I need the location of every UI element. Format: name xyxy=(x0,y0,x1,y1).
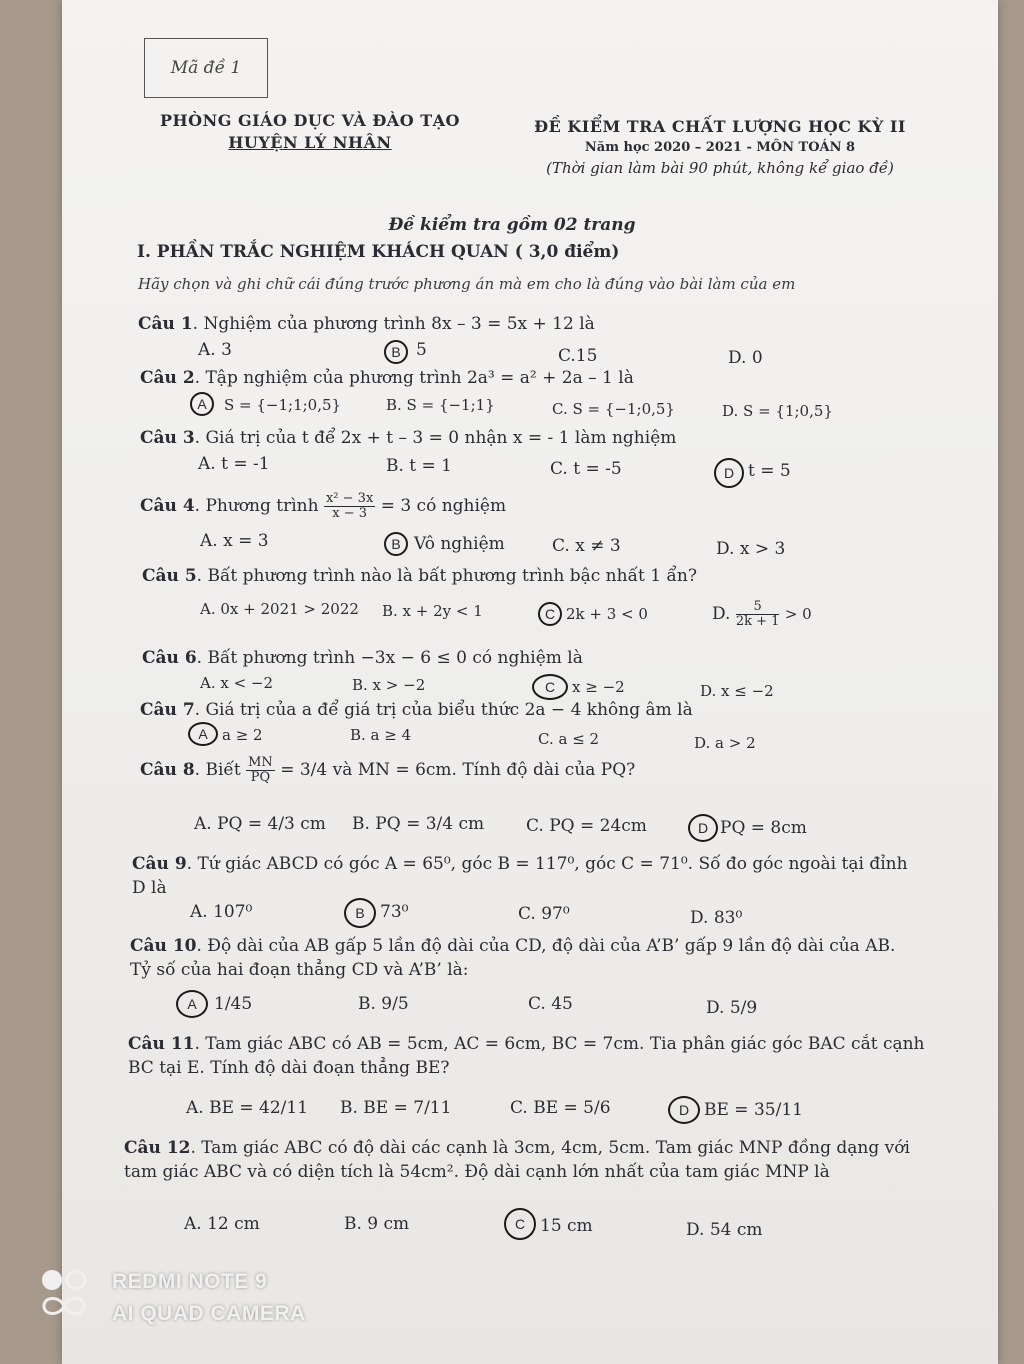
q11-option-d: BE = 35/11 xyxy=(704,1100,803,1120)
dept-name: PHÒNG GIÁO DỤC VÀ ĐÀO TẠO xyxy=(160,111,460,130)
question-12: Câu 12. Tam giác ABC có độ dài các cạnh là 3cm, 4cm, 5cm. Tam giác MNP đồng dạng với tam giác ABC và có diện tích là 54cm². Độ dài cạnh lớn nhất của tam giác MNP là xyxy=(124,1138,910,1182)
q4-option-c: C. x ≠ 3 xyxy=(552,536,621,556)
question-6: Câu 6. Bất phương trình −3x − 6 ≤ 0 có nghiệm là xyxy=(142,648,583,668)
q12-option-a: A. 12 cm xyxy=(184,1214,260,1234)
q1-answer-circle: B xyxy=(384,340,408,364)
camera-watermark xyxy=(112,1266,306,1330)
q6-answer-circle: C xyxy=(532,674,568,700)
q2-answer-circle: A xyxy=(190,392,214,416)
q7-option-b: B. a ≥ 4 xyxy=(350,726,412,744)
q2-option-c: C. S = {−1;0,5} xyxy=(552,400,675,418)
header-right xyxy=(505,116,935,179)
q12-option-c: 15 cm xyxy=(540,1216,593,1236)
q3-option-d: t = 5 xyxy=(748,461,791,481)
q8-option-b: B. PQ = 3/4 cm xyxy=(352,814,485,834)
q1-option-d: D. 0 xyxy=(728,348,763,368)
q2-option-d: D. S = {1;0,5} xyxy=(722,402,833,420)
q6-option-b: B. x > −2 xyxy=(352,676,426,694)
q10-option-d: D. 5/9 xyxy=(706,998,758,1018)
question-5: Câu 5. Bất phương trình nào là bất phương trình bậc nhất 1 ẩn? xyxy=(142,566,697,586)
exam-time: (Thời gian làm bài 90 phút, không kể giao đề) xyxy=(546,159,894,177)
q10-option-a: 1/45 xyxy=(214,994,253,1014)
instruction: Hãy chọn và ghi chữ cái đúng trước phương án mà em cho là đúng vào bài làm của em xyxy=(138,275,796,293)
q11-option-a: A. BE = 42/11 xyxy=(186,1098,309,1118)
q5-option-b: B. x + 2y < 1 xyxy=(382,602,483,620)
question-9: Câu 9. Tứ giác ABCD có góc A = 65⁰, góc B = 117⁰, góc C = 71⁰. Số đo góc ngoài tại đỉnh D là xyxy=(132,854,908,898)
question-10: Câu 10. Độ dài của AB gấp 5 lần độ dài của CD, độ dài của A’B’ gấp 9 lần độ dài của AB. Tỷ số của hai đoạn thẳng CD và A’B’ là: xyxy=(130,936,896,980)
q11-option-b: B. BE = 7/11 xyxy=(340,1098,452,1118)
q4-option-b: Vô nghiệm xyxy=(414,534,505,554)
section-title: I. PHẦN TRẮC NGHIỆM KHÁCH QUAN ( 3,0 điểm) xyxy=(137,242,620,262)
pages-note: Đề kiểm tra gồm 02 trang xyxy=(388,215,636,235)
q2-option-b: B. S = {−1;1} xyxy=(386,396,495,414)
question-11: Câu 11. Tam giác ABC có AB = 5cm, AC = 6cm, BC = 7cm. Tia phân giác góc BAC cắt cạnh BC tại E. Tính độ dài đoạn thẳng BE? xyxy=(128,1034,925,1078)
q7-option-d: D. a > 2 xyxy=(694,734,756,752)
q3-answer-circle: D xyxy=(714,458,744,488)
q10-answer-circle: A xyxy=(176,990,208,1018)
q6-option-a: A. x < −2 xyxy=(200,674,274,692)
q2-option-a: S = {−1;1;0,5} xyxy=(224,396,342,414)
q5-option-c: 2k + 3 < 0 xyxy=(566,605,648,623)
q5-answer-circle: C xyxy=(538,602,562,626)
q9-option-d: D. 83⁰ xyxy=(690,908,743,928)
exam-year: Năm học 2020 – 2021 - MÔN TOÁN 8 xyxy=(584,140,856,155)
q10-option-b: B. 9/5 xyxy=(358,994,409,1014)
q4-answer-circle: B xyxy=(384,532,408,556)
exam-title: ĐỀ KIỂM TRA CHẤT LƯỢNG HỌC KỲ II xyxy=(534,117,906,136)
q7-option-c: C. a ≤ 2 xyxy=(538,730,600,748)
q3-option-a: A. t = -1 xyxy=(198,454,270,474)
question-2: Câu 2. Tập nghiệm của phương trình 2a³ = a² + 2a – 1 là xyxy=(140,368,634,388)
q12-option-d: D. 54 cm xyxy=(686,1220,763,1240)
q8-option-d: PQ = 8cm xyxy=(720,818,807,838)
q6-option-c: x ≥ −2 xyxy=(572,678,625,696)
q6-option-d: D. x ≤ −2 xyxy=(700,682,774,700)
q10-option-c: C. 45 xyxy=(528,994,573,1014)
q4-option-a: A. x = 3 xyxy=(200,531,269,551)
q12-option-b: B. 9 cm xyxy=(344,1214,410,1234)
district-name: HUYỆN LÝ NHÂN xyxy=(228,133,392,152)
question-3: Câu 3. Giá trị của t để 2x + t – 3 = 0 nhận x = - 1 làm nghiệm xyxy=(140,428,677,448)
question-4: Câu 4. Phương trình $\frac{\text{x² − 3x}}{x - 3}$ = 3 có nghiệm xyxy=(140,491,507,521)
q3-option-b: B. t = 1 xyxy=(386,456,452,476)
q7-option-a: a ≥ 2 xyxy=(222,726,263,744)
q4-fraction: $\frac{\text{x² − 3x}}{x - 3}$ xyxy=(325,491,374,521)
watermark-line2: AI QUAD CAMERA xyxy=(112,1302,306,1325)
q1-option-b: 5 xyxy=(416,340,427,360)
q5-option-d: D. $\frac{5}{2k + 1}$ > 0 xyxy=(712,599,812,629)
q8-answer-circle: D xyxy=(688,814,718,842)
q5-d-fraction: $\frac{5}{2k + 1}$ xyxy=(735,599,780,629)
q9-answer-circle: B xyxy=(344,898,376,928)
question-8: Câu 8. Biết $\frac{MN}{PQ}$ = 3/4 và MN = 6cm. Tính độ dài của PQ? xyxy=(140,755,636,785)
header-left xyxy=(140,110,480,154)
q9-option-b: 73⁰ xyxy=(380,902,409,922)
q12-answer-circle: C xyxy=(504,1208,536,1240)
q1-option-a: A. 3 xyxy=(198,340,232,360)
question-7: Câu 7. Giá trị của a để giá trị của biểu thức 2a − 4 không âm là xyxy=(140,700,693,720)
q1-option-c: C.15 xyxy=(558,346,598,366)
q11-option-c: C. BE = 5/6 xyxy=(510,1098,611,1118)
q5-option-a: A. 0x + 2021 > 2022 xyxy=(200,600,359,618)
q8-option-c: C. PQ = 24cm xyxy=(526,816,647,836)
q4-option-d: D. x > 3 xyxy=(716,539,786,559)
watermark-line1: REDMI NOTE 9 xyxy=(112,1270,268,1293)
q3-option-c: C. t = -5 xyxy=(550,459,622,479)
question-1: Câu 1. Nghiệm của phương trình 8x – 3 = 5x + 12 là xyxy=(138,314,595,334)
q8-option-a: A. PQ = 4/3 cm xyxy=(194,814,326,834)
q11-answer-circle: D xyxy=(668,1096,700,1124)
q8-fraction: $\frac{MN}{PQ}$ xyxy=(248,755,273,785)
q9-option-a: A. 107⁰ xyxy=(190,902,253,922)
q9-option-c: C. 97⁰ xyxy=(518,904,570,924)
camera-watermark-icon xyxy=(40,1268,100,1324)
q7-answer-circle: A xyxy=(188,722,218,746)
exam-code-box: Mã đề 1 xyxy=(144,38,268,98)
